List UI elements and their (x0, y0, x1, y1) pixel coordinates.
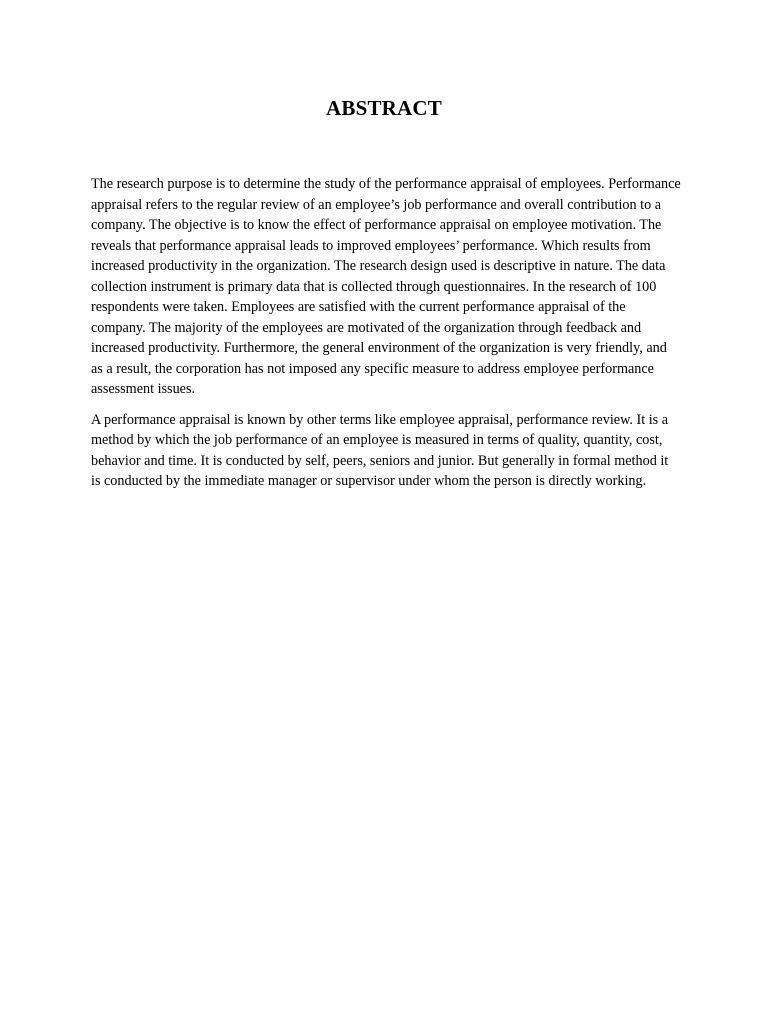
abstract-body (91, 174, 681, 502)
page-title: ABSTRACT (326, 96, 442, 120)
abstract-paragraph-1: The research purpose is to determine the study of the performance appraisal of employees. Performance appraisal refers to the regular review of an employee’s job performance and overall contribution to a company. The objective is to know the effect of performance appraisal on employee motivation. The reveals that performance appraisal leads to improved employees’ performance. Which results from increased productivity in the organization. The research design used is descriptive in nature. The data collection instrument is primary data that is collected through questionnaires. In the research of 100 respondents were taken. Employees are satisfied with the current performance appraisal of the company. The majority of the employees are motivated of the organization through feedback and increased productivity. Furthermore, the general environment of the organization is very friendly, and as a result, the corporation has not imposed any specific measure to address employee performance assessment issues. (91, 176, 681, 397)
abstract-paragraph-2: A performance appraisal is known by other terms like employee appraisal, performance review. It is a method by which the job performance of an employee is measured in terms of quality, quantity, cost, behavior and time. It is conducted by self, peers, seniors and junior. But generally in formal method it is conducted by the immediate manager or supervisor under whom the person is directly working. (91, 411, 669, 489)
